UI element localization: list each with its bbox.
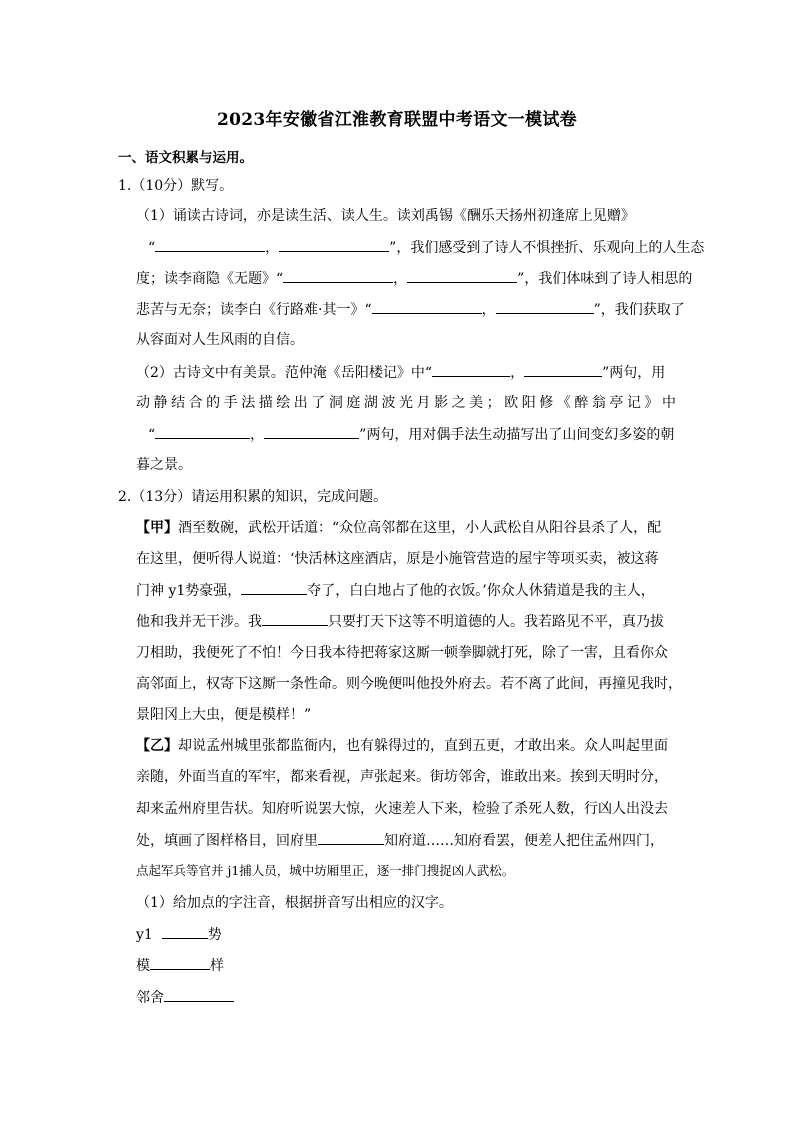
answer-row-1 — [136, 924, 222, 945]
text-segment: ”，我们体味到了诗人相思的 — [517, 271, 693, 287]
answer-blank[interactable] — [372, 299, 482, 314]
answer-row-2 — [136, 955, 224, 976]
passage-yi-label: 【乙】 — [136, 738, 178, 754]
answer-blank[interactable] — [432, 362, 510, 377]
comma: ， — [481, 302, 496, 318]
char-label: 样 — [210, 958, 224, 974]
text-segment: 却说孟州城里张都监衙内，也有躲得过的，直到五更，才敢出来。众人叫起里面 — [178, 738, 668, 754]
text-segment: 处，填画了图样格目，回府里 — [136, 833, 318, 849]
passage-yi-line1 — [136, 736, 668, 756]
quote-open: “ — [148, 240, 156, 256]
text-segment: 门神 y1势豪强， — [136, 583, 242, 599]
answer-row-3 — [136, 987, 234, 1008]
text-segment: 知府道……知府看罢，便差人把住孟州四门， — [384, 833, 664, 849]
passage-jia-line1 — [136, 518, 661, 538]
word-label: 邻舍 — [136, 990, 164, 1006]
comma: ， — [510, 365, 525, 381]
comma: ， — [265, 240, 280, 256]
comma: ， — [250, 427, 265, 443]
answer-blank[interactable] — [264, 424, 359, 439]
answer-blank[interactable] — [283, 268, 393, 283]
passage-jia-line7: 景阳冈上大虫，便是模样！” — [136, 707, 312, 723]
q1-part2-line1 — [136, 362, 665, 383]
comma: ， — [393, 271, 408, 287]
q1-part2-line4: 暮之景。 — [136, 457, 192, 473]
q1-part2-line3 — [148, 424, 674, 445]
answer-blank[interactable] — [162, 924, 208, 939]
text-segment: ”两句，用对偶手法生动描写出了山间变幻多姿的朝 — [359, 427, 675, 443]
answer-blank[interactable] — [318, 830, 384, 845]
passage-jia-line6: 高邻面上，权寄下这厮一条性命。则今晚便叫他投外府去。若不离了此间，再撞见我时， — [136, 676, 682, 692]
text-segment: ”两句，用 — [602, 365, 666, 381]
passage-jia-line5: 刀相助，我便死了不怕！今日我本待把蒋家这厮一顿拳脚就打死，除了一害，且看你众 — [136, 645, 668, 661]
passage-yi-line5: 点起军兵等官并 j1捕人员，城中坊厢里正，逐一排门搜捉凶人武松。 — [136, 863, 515, 878]
text-segment: 酒至数碗，武松开话道：“众位高邻都在这里，小人武松自从阳谷县杀了人，配 — [178, 520, 662, 536]
text-segment: （2）古诗文中有美景。范仲淹《岳阳楼记》中“ — [136, 365, 433, 381]
passage-jia-line2: 在这里，便听得人说道：‘快活林这座酒店，原是小施管营造的屋宇等项买卖，被这蒋 — [136, 551, 659, 567]
sub-question-1: （1）给加点的字注音，根据拼音写出相应的汉字。 — [136, 895, 453, 911]
q1-part1-line4 — [136, 299, 685, 320]
q1-part1-line1: （1）诵读古诗词，亦是读生活、读人生。读刘禹锡《酬乐天扬州初逢席上见赠》 — [136, 208, 635, 224]
passage-jia-line4 — [136, 611, 664, 632]
text-segment: ”，我们感受到了诗人不惧挫折、乐观向上的人生态 — [389, 240, 705, 256]
passage-jia-line3 — [136, 580, 655, 601]
q1-part1-line2 — [148, 237, 704, 258]
text-segment: ”，我们获取了 — [593, 302, 685, 318]
pinyin-label: y1 — [136, 927, 153, 943]
page-title: 2023年安徽省江淮教育联盟中考语文一模试卷 — [217, 110, 577, 130]
answer-blank[interactable] — [155, 424, 250, 439]
text-segment: 度；读李商隐《无题》“ — [136, 271, 284, 287]
passage-yi-line4 — [136, 830, 664, 851]
char-label: 势 — [207, 927, 222, 943]
answer-blank[interactable] — [155, 237, 265, 252]
answer-blank[interactable] — [524, 362, 602, 377]
answer-blank[interactable] — [496, 299, 594, 314]
text-segment: 只要打天下这等不明道德的人。我若路见不平，真乃拔 — [328, 614, 664, 630]
text-segment: 悲苦与无奈；读李白《行路难·其一》“ — [136, 302, 372, 318]
quote-open: “ — [148, 427, 156, 443]
passage-yi-line2: 亲随，外面当直的军牢，都来看视，声张起来。街坊邻舍，谁敢出来。挨到天明时分， — [136, 769, 668, 785]
text-segment: 夺了，白白地占了他的衣饭。’你众人休猜道是我的主人， — [307, 583, 655, 599]
q1-part1-line3 — [136, 268, 692, 289]
answer-blank[interactable] — [279, 237, 389, 252]
q1-part2-line2: 动静结合的手法描绘出了洞庭湖波光月影之美；欧阳修《醉翁亭记》中 — [136, 395, 676, 411]
answer-blank[interactable] — [150, 955, 210, 970]
q1-part1-line5: 从容面对人生风雨的自信。 — [136, 332, 304, 348]
passage-yi-line3: 却来孟州府里告状。知府听说罢大惊，火速差人下来，检验了杀死人数，行凶人出没去 — [136, 801, 668, 817]
passage-jia-label: 【甲】 — [136, 520, 178, 536]
answer-blank[interactable] — [164, 987, 234, 1002]
answer-blank[interactable] — [262, 611, 328, 626]
answer-blank[interactable] — [241, 580, 307, 595]
question-1-heading: 1.（10分）默写。 — [118, 178, 234, 194]
answer-blank[interactable] — [407, 268, 517, 283]
question-2-heading: 2.（13分）请运用积累的知识，完成问题。 — [118, 489, 388, 505]
char-label: 模 — [136, 958, 150, 974]
text-segment: 他和我并无干涉。我 — [136, 614, 262, 630]
section-heading: 一、语文积累与运用。 — [118, 150, 253, 166]
